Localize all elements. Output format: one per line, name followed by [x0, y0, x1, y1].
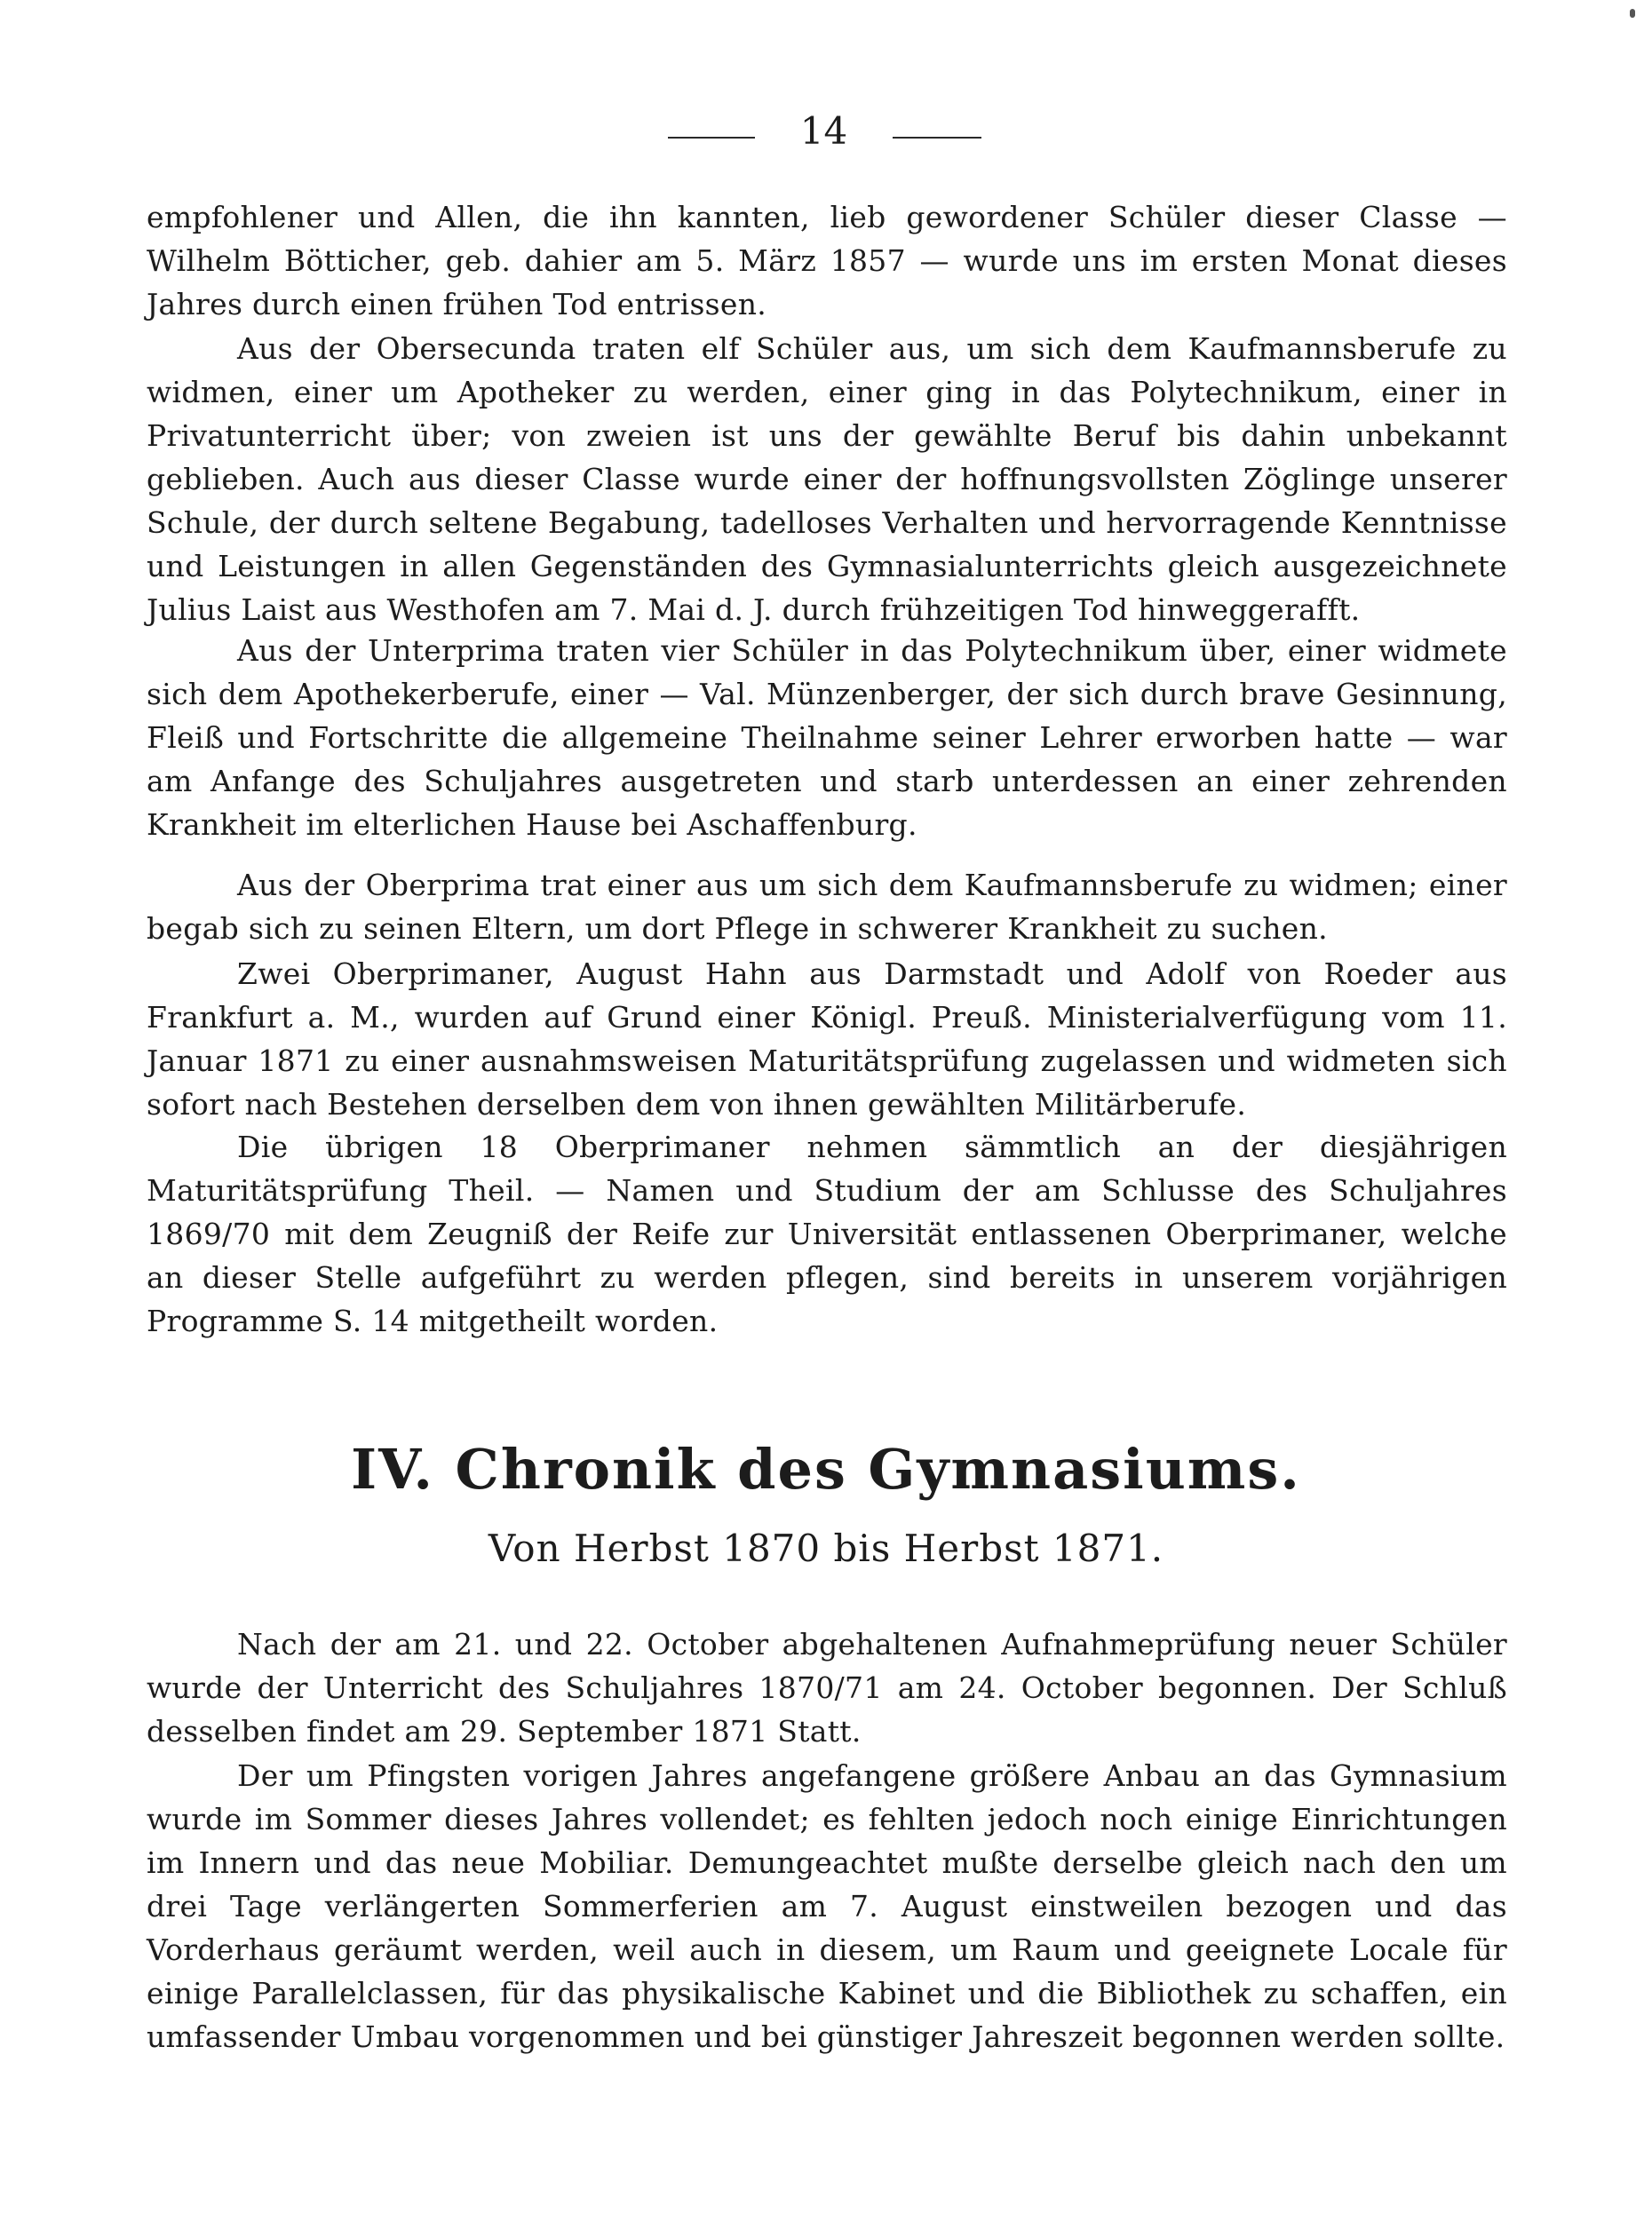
paragraph-chronicle-start: Nach der am 21. und 22. October abgehaltenen Aufnahmeprüfung neuer Schüler wurde der Unterricht des Schuljahres 1870/71 am 24. October begonnen. Der Schluß desselben findet am 29. September 1871 Statt. [147, 1627, 1507, 1749]
paragraph-chronicle-building: Der um Pfingsten vorigen Jahres angefangene größere Anbau an das Gymnasium wurde im Sommer dieses Jahres vollendet; es fehlten jedoch noch einige Einrichtungen im Innern und das neue Mobiliar. Demungeachtet mußte derselbe gleich nach den um drei Tage verlängerten Sommerferien am 7. August einstweilen bezogen und das Vorderhaus geräumt werden, weil auch in diesem, um Raum und geeignete Locale für einige Parallelclassen, für das physikalische Kabinet und die Bibliothek zu schaffen, ein umfassender Umbau vorgenommen und bei günstiger Jahreszeit begonnen werden sollte. [147, 1758, 1507, 2054]
paragraph-maturity-exam: Die übrigen 18 Oberprimaner nehmen sämmtlich an der diesjährigen Maturitätsprüfung Theil. — Namen und Studium der am Schlusse des Schuljahres 1869/70 mit dem Zeugniß der Reife zur Universität entlassenen Oberprimaner, welche an dieser Stelle aufgeführt zu werden pflegen, sind bereits in unserem vorjährigen Programme S. 14 mitgetheilt worden. [147, 1130, 1507, 1338]
paragraph-continuation: empfohlener und Allen, die ihn kannten, lieb gewordener Schüler dieser Classe — Wilhelm Bötticher, geb. dahier am 5. März 1857 — wurde uns im ersten Monat dieses Jahres durch einen frühen Tod entrissen. [147, 200, 1507, 321]
page-header [0, 105, 1652, 158]
paragraph-unterprima: Aus der Unterprima traten vier Schüler in das Polytechnikum über, einer widmete sich dem Apothekerberufe, einer — Val. Münzenberger, der sich durch brave Gesinnung, Fleiß und Fortschritte die allgemeine Theilnahme seiner Lehrer erworben hatte — war am Anfange des Schuljahres ausgetreten und starb unterdessen an einer zehrenden Krankheit im elterlichen Hause bei Aschaffenburg. [147, 633, 1507, 842]
section-subheading: Von Herbst 1870 bis Herbst 1871. [488, 1527, 1164, 1570]
header-rule-right [893, 137, 981, 139]
paragraph-oberprimaner-maturity: Zwei Oberprimaner, August Hahn aus Darmstadt und Adolf von Roeder aus Frankfurt a. M., wurden auf Grund einer Königl. Preuß. Ministerialverfügung vom 11. Januar 1871 zu einer ausnahmsweisen Maturitätsprüfung zugelassen und widmeten sich sofort nach Bestehen derselben dem von ihnen gewählten Militärberufe. [147, 956, 1507, 1122]
print-blemish [1630, 9, 1635, 18]
section-heading: IV. Chronik des Gymnasiums. [351, 1437, 1301, 1502]
paragraph-oberprima: Aus der Oberprima trat einer aus um sich dem Kaufmannsberufe zu widmen; einer begab sich zu seinen Eltern, um dort Pflege in schwerer Krankheit zu suchen. [147, 868, 1507, 946]
page-number: 14 [799, 109, 848, 153]
paragraph-obersecunda: Aus der Obersecunda traten elf Schüler aus, um sich dem Kaufmannsberufe zu widmen, einer um Apotheker zu werden, einer ging in das Polytechnikum, einer in Privatunterricht über; von zweien ist uns der gewählte Beruf bis dahin unbekannt geblieben. Auch aus dieser Classe wurde einer der hoffnungsvollsten Zöglinge unserer Schule, der durch seltene Begabung, tadelloses Verhalten und hervorragende Kenntnisse und Leistungen in allen Gegenständen des Gymnasialunterrichts gleich ausgezeichnete Julius Laist aus Westhofen am 7. Mai d. J. durch frühzeitigen Tod hinweggerafft. [147, 331, 1507, 627]
header-rule-left [668, 137, 755, 139]
